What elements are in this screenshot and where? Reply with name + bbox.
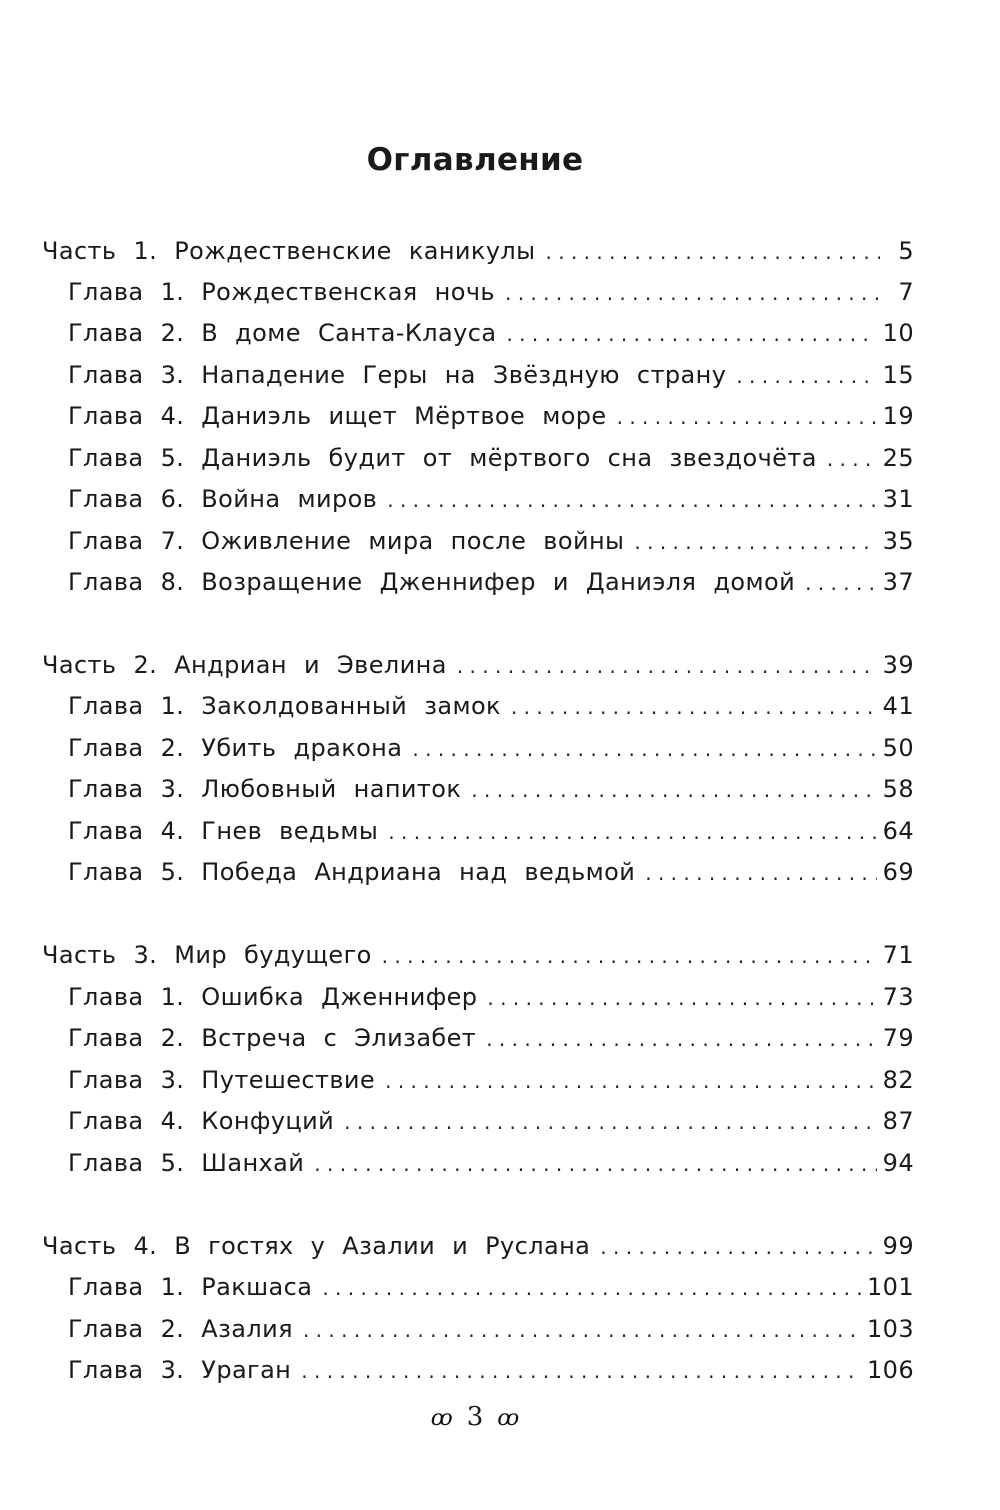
leader-dots xyxy=(387,482,876,518)
leader-dots xyxy=(412,731,876,767)
toc-chapter[interactable] xyxy=(68,771,914,807)
leader-dots xyxy=(344,1104,876,1140)
chapter-label: Глава 3. Путешествие xyxy=(68,1066,376,1094)
leader-dots xyxy=(617,399,877,435)
leader-dots xyxy=(457,648,877,684)
toc-chapter[interactable] xyxy=(68,1269,914,1305)
page-number: 106 xyxy=(866,1356,914,1384)
page-number: 58 xyxy=(882,775,914,803)
page-number: 19 xyxy=(882,402,914,430)
chapter-label: Глава 7. Оживление мира после войны xyxy=(68,527,625,555)
leader-dots xyxy=(827,441,877,477)
leader-dots xyxy=(486,1021,876,1057)
leader-dots xyxy=(645,855,876,891)
toc-chapter[interactable] xyxy=(68,523,914,559)
chapter-label: Глава 8. Возращение Дженнифер и Даниэля домой xyxy=(68,568,796,596)
page-number: 25 xyxy=(882,444,914,472)
chapter-label: Глава 4. Гнев ведьмы xyxy=(68,817,379,845)
page-title: Оглавление xyxy=(366,142,584,178)
toc-chapter[interactable] xyxy=(68,1103,914,1139)
page-number: 69 xyxy=(882,858,914,886)
toc-chapter[interactable] xyxy=(68,979,914,1015)
toc-chapter[interactable] xyxy=(68,357,914,393)
toc-chapter[interactable] xyxy=(68,481,914,517)
toc-chapter[interactable] xyxy=(68,730,914,766)
chapter-label: Глава 1. Рождественская ночь xyxy=(68,278,495,306)
chapter-label: Глава 6. Война миров xyxy=(68,485,378,513)
page-number: 15 xyxy=(882,361,914,389)
leader-dots xyxy=(382,938,877,974)
toc-chapter[interactable] xyxy=(68,1062,914,1098)
leader-dots xyxy=(805,565,877,601)
chapter-label: Глава 5. Даниэль будит от мёртвого сна звездочёта xyxy=(68,444,817,472)
leader-dots xyxy=(388,814,876,850)
leader-dots xyxy=(600,1229,876,1265)
page-number: 39 xyxy=(882,651,914,679)
toc-part-3[interactable] xyxy=(42,937,914,973)
chapter-label: Глава 1. Ошибка Дженнифер xyxy=(68,983,478,1011)
chapter-label: Глава 1. Ракшаса xyxy=(68,1273,313,1301)
page-number: 37 xyxy=(882,568,914,596)
toc-chapter[interactable] xyxy=(68,398,914,434)
part-label: Часть 4. В гостях у Азалии и Руслана xyxy=(42,1232,591,1260)
leader-dots xyxy=(301,1353,861,1389)
toc-chapter[interactable] xyxy=(68,813,914,849)
page-number: 73 xyxy=(882,983,914,1011)
page-number: 5 xyxy=(898,237,914,265)
leader-dots xyxy=(736,358,876,394)
chapter-label: Глава 3. Ураган xyxy=(68,1356,292,1384)
toc-chapter[interactable] xyxy=(68,688,914,724)
toc-chapter[interactable] xyxy=(68,1020,914,1056)
leader-dots xyxy=(634,524,876,560)
toc-chapter[interactable] xyxy=(68,274,914,310)
page-number: 71 xyxy=(882,941,914,969)
toc-chapter[interactable] xyxy=(68,315,914,351)
leader-dots xyxy=(303,1312,861,1348)
toc-chapter[interactable] xyxy=(68,1311,914,1347)
toc-part-2[interactable] xyxy=(42,647,914,683)
chapter-label: Глава 5. Победа Андриана над ведьмой xyxy=(68,858,636,886)
toc-chapter[interactable] xyxy=(68,1352,914,1388)
leader-dots xyxy=(385,1063,877,1099)
leader-dots xyxy=(511,689,877,725)
leader-dots xyxy=(505,275,880,311)
page-number: 50 xyxy=(882,734,914,762)
chapter-label: Глава 4. Конфуций xyxy=(68,1107,335,1135)
page-number: 103 xyxy=(866,1315,914,1343)
page-number: 64 xyxy=(882,817,914,845)
leader-dots xyxy=(546,234,880,270)
page-number: 7 xyxy=(898,278,914,306)
page-number: 94 xyxy=(882,1149,914,1177)
page-number: 101 xyxy=(866,1273,914,1301)
toc-chapter[interactable] xyxy=(68,564,914,600)
chapter-label: Глава 3. Любовный напиток xyxy=(68,775,462,803)
page-number: 31 xyxy=(882,485,914,513)
leader-dots xyxy=(314,1146,876,1182)
part-label: Часть 2. Андриан и Эвелина xyxy=(42,651,447,679)
right-ornament-icon: ꝏ xyxy=(497,1406,520,1431)
chapter-label: Глава 2. Азалия xyxy=(68,1315,293,1343)
part-label: Часть 3. Мир будущего xyxy=(42,941,372,969)
page-number: 79 xyxy=(882,1024,914,1052)
leader-dots xyxy=(471,772,876,808)
chapter-label: Глава 1. Заколдованный замок xyxy=(68,692,501,720)
page-number: 35 xyxy=(882,527,914,555)
footer-page-number: 3 xyxy=(466,1402,484,1432)
page-footer xyxy=(0,1402,950,1432)
toc-part-1[interactable] xyxy=(42,233,914,269)
part-label: Часть 1. Рождественские каникулы xyxy=(42,237,536,265)
page-number: 41 xyxy=(882,692,914,720)
toc-chapter[interactable] xyxy=(68,1145,914,1181)
page-number: 82 xyxy=(882,1066,914,1094)
left-ornament-icon: ꝏ xyxy=(430,1406,453,1431)
toc-chapter[interactable] xyxy=(68,854,914,890)
leader-dots xyxy=(487,980,876,1016)
leader-dots xyxy=(506,316,876,352)
page-number: 10 xyxy=(882,319,914,347)
chapter-label: Глава 5. Шанхай xyxy=(68,1149,305,1177)
chapter-label: Глава 2. Встреча с Элизабет xyxy=(68,1024,477,1052)
chapter-label: Глава 3. Нападение Геры на Звёздную страну xyxy=(68,361,727,389)
chapter-label: Глава 2. Убить дракона xyxy=(68,734,403,762)
page-number: 99 xyxy=(882,1232,914,1260)
toc-chapter[interactable] xyxy=(68,440,914,476)
leader-dots xyxy=(322,1270,861,1306)
chapter-label: Глава 4. Даниэль ищет Мёртвое море xyxy=(68,402,607,430)
chapter-label: Глава 2. В доме Санта-Клауса xyxy=(68,319,497,347)
page-number: 87 xyxy=(882,1107,914,1135)
toc-part-4[interactable] xyxy=(42,1228,914,1264)
